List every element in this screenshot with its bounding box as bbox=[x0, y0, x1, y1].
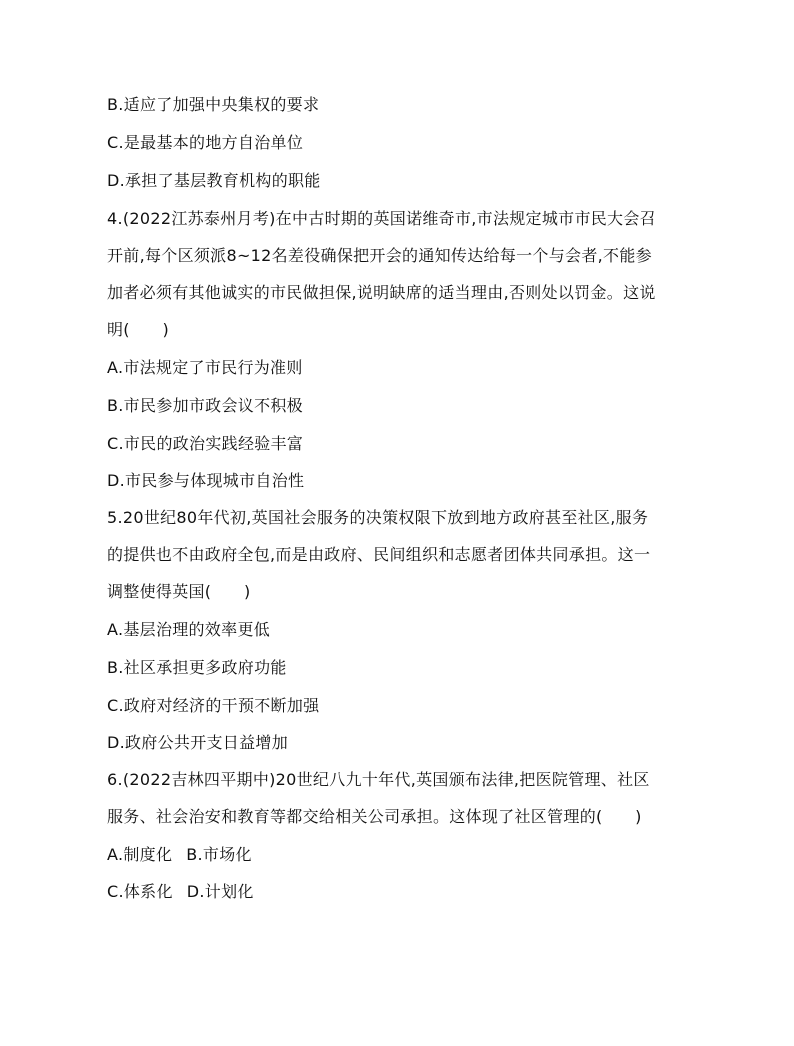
q4-stem-line-3: 加者必须有其他诚实的市民做担保,说明缺席的适当理由,否则处以罚金。这说 bbox=[107, 283, 656, 302]
q6-options-row-2 bbox=[107, 882, 687, 902]
q3-option-c: C.是最基本的地方自治单位 bbox=[107, 133, 304, 152]
q4-stem-line-2: 开前,每个区须派8~12名差役确保把开会的通知传达给每一个与会者,不能参 bbox=[107, 246, 652, 265]
q4-option-d: D.市民参与体现城市自治性 bbox=[107, 471, 305, 490]
q5-stem-line-2: 的提供也不由政府全包,而是由政府、民间组织和志愿者团体共同承担。这一 bbox=[107, 545, 651, 564]
q4-stem-line-4: 明( ) bbox=[107, 320, 169, 339]
q6-stem-line-2: 服务、社会治安和教育等都交给相关公司承担。这体现了社区管理的( ) bbox=[107, 807, 642, 826]
q5-option-c: C.政府对经济的干预不断加强 bbox=[107, 696, 320, 715]
q6-option-d: D.计划化 bbox=[186, 882, 254, 901]
q4-option-b: B.市民参加市政会议不积极 bbox=[107, 396, 303, 415]
q5-option-b: B.社区承担更多政府功能 bbox=[107, 658, 287, 677]
q5-option-d: D.政府公共开支日益增加 bbox=[107, 733, 289, 752]
q6-option-b: B.市场化 bbox=[186, 845, 252, 864]
q4-option-c: C.市民的政治实践经验丰富 bbox=[107, 434, 304, 453]
q4-stem-line-1: 4.(2022江苏泰州月考)在中古时期的英国诺维奇市,市法规定城市市民大会召 bbox=[107, 209, 656, 228]
q4-option-a: A.市法规定了市民行为准则 bbox=[107, 358, 303, 377]
q6-options-row-1 bbox=[107, 845, 687, 865]
q6-stem-line-1: 6.(2022吉林四平期中)20世纪八九十年代,英国颁布法律,把医院管理、社区 bbox=[107, 770, 650, 789]
q6-option-c: C.体系化 bbox=[107, 882, 173, 901]
q5-option-a: A.基层治理的效率更低 bbox=[107, 620, 271, 639]
q5-stem-line-3: 调整使得英国( ) bbox=[107, 582, 251, 601]
q5-stem-line-1: 5.20世纪80年代初,英国社会服务的决策权限下放到地方政府甚至社区,服务 bbox=[107, 508, 649, 527]
q6-option-a: A.制度化 bbox=[107, 845, 173, 864]
q3-option-d: D.承担了基层教育机构的职能 bbox=[107, 171, 321, 190]
q3-option-b: B.适应了加强中央集权的要求 bbox=[107, 95, 320, 114]
